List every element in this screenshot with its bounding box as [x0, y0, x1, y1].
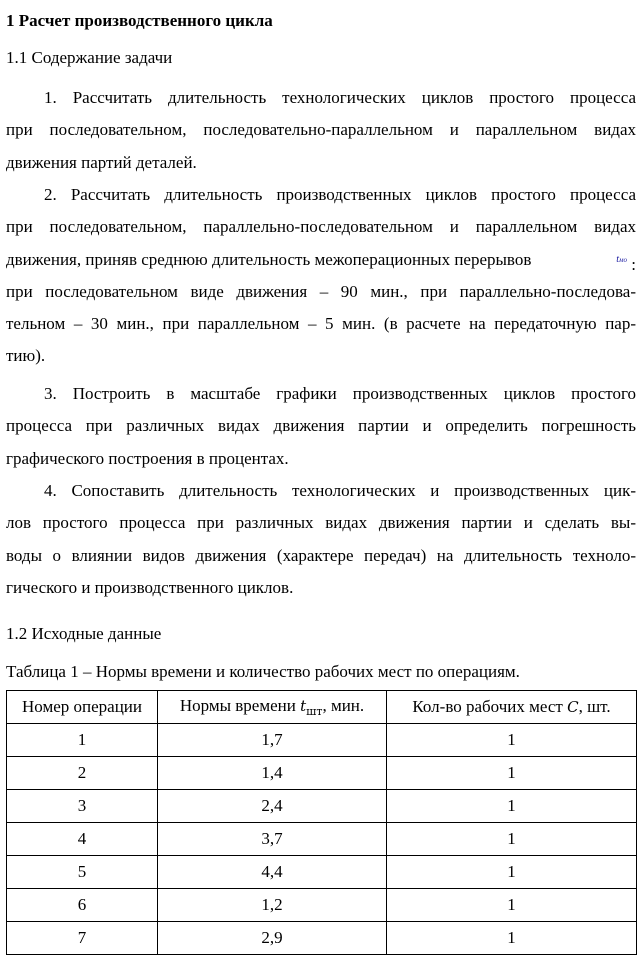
header-var	[300, 697, 323, 718]
header-text: Нормы времени	[179, 696, 301, 715]
cell-operation: 1	[7, 724, 158, 757]
var-c: C	[567, 698, 579, 716]
paragraph-3	[6, 378, 636, 475]
cell-time-norm: 2,4	[158, 790, 387, 823]
page-title: 1 Расчет производственного цикла	[6, 11, 273, 30]
cell-time-norm: 2,9	[158, 922, 387, 955]
text-line: графического построения в процентах.	[6, 448, 289, 468]
cell-workplaces: 1	[387, 757, 637, 790]
text-line: воды о влиянии видов движения (характере передач) на длительность техноло-	[6, 545, 636, 565]
text-line: тию).	[6, 346, 46, 366]
cell-operation: 4	[7, 823, 158, 856]
paragraph-2	[6, 179, 636, 373]
symbol-colon: :	[631, 254, 636, 274]
text-line: при последовательном, последовательно-параллельном и параллельном видах	[6, 120, 636, 140]
cell-workplaces: 1	[387, 922, 637, 955]
cell-time-norm: 1,7	[158, 724, 387, 757]
text-line: тельном – 30 мин., при параллельном – 5 мин. (в расчете на передаточную пар-	[6, 314, 636, 334]
table-row	[7, 823, 637, 856]
cell-operation: 7	[7, 922, 158, 955]
text-line: 4. Сопоставить длительность технологических и производственных цик-	[44, 481, 636, 500]
text-line: 3. Построить в масштабе графики производственных циклов простого	[44, 384, 636, 403]
cell-workplaces: 1	[387, 856, 637, 889]
table-row	[7, 922, 637, 955]
cell-operation: 5	[7, 856, 158, 889]
var-sub: шт	[306, 705, 323, 718]
cell-workplaces: 1	[387, 889, 637, 922]
text-line: гического и производственного циклов.	[6, 577, 294, 597]
table-caption: Таблица 1 – Нормы времени и количество рабочих мест по операциям.	[6, 662, 520, 681]
paragraph-1	[6, 82, 636, 179]
text-line: 1. Рассчитать длительность технологических циклов простого процесса	[44, 88, 636, 107]
text-line: при последовательном, параллельно-последовательном и параллельном видах	[6, 217, 636, 237]
cell-time-norm: 4,4	[158, 856, 387, 889]
header-text: , шт.	[578, 697, 611, 716]
var-t: t	[300, 697, 307, 715]
text-line: при последовательном виде движения – 90 мин., при параллельно-последова-	[6, 281, 636, 301]
cell-workplaces: 1	[387, 724, 637, 757]
header-text: , мин.	[322, 696, 365, 715]
paragraph-4	[6, 475, 636, 604]
cell-workplaces: 1	[387, 823, 637, 856]
symbol-subscript: мо	[619, 255, 628, 264]
table-row	[7, 889, 637, 922]
section-heading-input: 1.2 Исходные данные	[6, 624, 162, 643]
header-text: Кол-во рабочих мест	[412, 697, 568, 716]
text-line: лов простого процесса при различных видах движения партии и сделать вы-	[6, 513, 636, 533]
cell-time-norm: 1,4	[158, 757, 387, 790]
text-line: движения партий деталей.	[6, 152, 197, 172]
header-workplaces	[387, 691, 637, 724]
cell-operation: 6	[7, 889, 158, 922]
header-operation: Номер операции	[7, 691, 158, 724]
section-heading-task: 1.1 Содержание задачи	[6, 48, 173, 67]
cell-workplaces: 1	[387, 790, 637, 823]
text-line: процесса при различных видах движения партии и определить погрешность	[6, 416, 636, 436]
text-line: 2. Рассчитать длительность производственных циклов простого процесса	[44, 185, 636, 204]
table-row	[7, 724, 637, 757]
cell-operation: 3	[7, 790, 158, 823]
interval-symbol	[616, 244, 636, 276]
table-row	[7, 790, 637, 823]
cell-time-norm: 1,2	[158, 889, 387, 922]
header-time-norm	[158, 691, 387, 724]
table-row	[7, 856, 637, 889]
table-header-row	[7, 691, 637, 724]
symbol-base: t	[616, 253, 620, 265]
table-row	[7, 757, 637, 790]
cell-operation: 2	[7, 757, 158, 790]
text-segment: движения, приняв среднюю длительность межоперационных перерывов	[6, 249, 532, 269]
norms-table	[6, 690, 637, 955]
cell-time-norm: 3,7	[158, 823, 387, 856]
text-line	[6, 244, 636, 276]
